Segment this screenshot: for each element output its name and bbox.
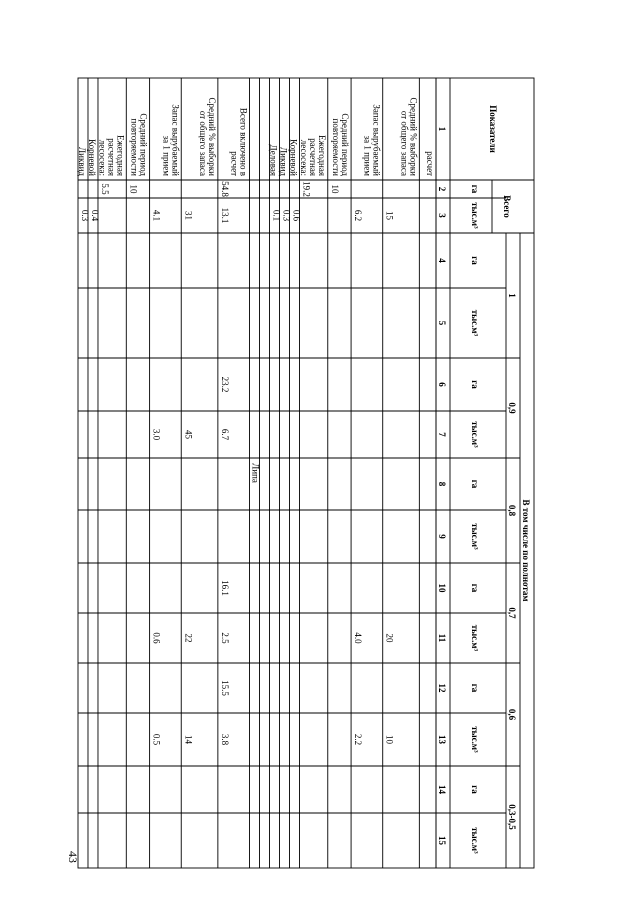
row-label: расчетная <box>307 138 318 176</box>
row-label: лесосека: <box>298 139 309 176</box>
row-label: Деловая <box>268 144 279 176</box>
header-indicators: Показатели <box>488 105 498 153</box>
row-label: от общего запаса <box>399 110 410 176</box>
header-unit: тыс.м³ <box>470 309 480 337</box>
section-title: Липа <box>250 463 261 483</box>
row-label: Запас вырубаемый <box>371 104 382 176</box>
row-label: за 1 прием <box>362 135 373 176</box>
cell-value: 2.2 <box>353 733 364 746</box>
header-density-5: 0,3-0,5 <box>507 804 517 830</box>
column-number: 6 <box>437 382 447 387</box>
cell-value: 0.3 <box>80 209 90 222</box>
header-unit: га <box>470 380 480 389</box>
cell-value: 5.5 <box>99 183 110 195</box>
row-label: повторяемости <box>331 118 342 176</box>
header-density-3: 0,7 <box>507 607 517 619</box>
header-unit: га <box>470 683 480 693</box>
cell-value: 3.0 <box>151 428 162 441</box>
row-label: лесосека: <box>97 139 108 176</box>
column-number: 11 <box>437 633 447 643</box>
column-number: 8 <box>437 481 447 487</box>
row-label: за 1 прием <box>161 135 172 176</box>
column-number: 2 <box>437 186 447 192</box>
row-label: Средний период <box>340 113 351 176</box>
header-unit: тыс.м³ <box>470 624 480 652</box>
cell-value: 16.1 <box>219 580 230 596</box>
header-unit: тыс.м³ <box>470 523 480 550</box>
cell-value: 10 <box>384 735 395 744</box>
header-unit: га <box>470 583 480 593</box>
cell-value: 20 <box>384 633 395 643</box>
row-label: Корневой <box>86 139 97 176</box>
row-label: Корневой <box>288 139 299 176</box>
header-unit: тыс.м³ <box>470 421 480 448</box>
cell-value: 2.5 <box>219 632 230 644</box>
row-label: расчетная <box>106 138 117 176</box>
row-label: Средний % выборки <box>206 97 217 176</box>
cell-value: 13.1 <box>219 207 230 224</box>
header-unit: тыс.м³ <box>470 202 480 229</box>
cell-value: 6.2 <box>353 209 364 222</box>
cell-value: 54.8 <box>219 181 230 197</box>
header-density-2: 0,8 <box>507 504 517 517</box>
header-unit: тыс.м³ <box>470 726 480 753</box>
column-number: 9 <box>437 534 447 539</box>
column-number: 4 <box>437 258 447 263</box>
header-unit: га <box>470 479 480 489</box>
page-number: 43 <box>66 851 80 863</box>
column-number: 13 <box>437 735 447 744</box>
cell-value: 19.2 <box>301 181 312 197</box>
cell-value: 23.2 <box>219 376 230 393</box>
row-label: Ежегодная <box>115 135 126 176</box>
row-label: от общего запаса <box>197 110 208 176</box>
cell-value: 14 <box>183 735 194 744</box>
cell-value: 6.7 <box>219 428 230 441</box>
row-label: Ежегодная <box>316 135 327 176</box>
row-label: Средний % выборки <box>408 97 419 176</box>
row-label: расчет <box>229 151 240 176</box>
column-number: 3 <box>437 213 447 218</box>
row-label: Средний период <box>138 113 149 176</box>
header-by-density: В том числе по полнотам <box>521 499 531 602</box>
cell-value: 4.0 <box>353 632 364 644</box>
cell-value: 10 <box>329 184 340 194</box>
row-label: Запас вырубаемый <box>170 104 181 176</box>
column-number: 7 <box>437 432 447 437</box>
header-density-0: 1 <box>507 293 517 298</box>
column-number: 10 <box>437 583 447 593</box>
cell-value: 0.6 <box>291 209 302 222</box>
cell-value: 10 <box>128 184 139 194</box>
column-number: 15 <box>437 836 447 845</box>
header-unit: тыс.м³ <box>470 827 480 854</box>
header-density-4: 0,6 <box>507 708 517 721</box>
header-density-1: 0,9 <box>507 402 517 414</box>
cell-value: 0.4 <box>89 209 100 222</box>
header-total: Всего <box>502 195 512 218</box>
header-unit: га <box>470 184 480 194</box>
column-number: 12 <box>437 683 447 693</box>
cell-value: 31 <box>183 211 194 220</box>
column-number: 14 <box>437 785 447 794</box>
cell-value: 0.3 <box>281 209 292 222</box>
column-number: 5 <box>437 320 447 326</box>
header-unit: га <box>470 256 480 265</box>
cell-value: 22 <box>183 633 194 643</box>
row-label: Ликвид <box>278 147 289 176</box>
row-label: повторяемости <box>129 118 140 176</box>
cell-value: 0.1 <box>271 209 282 222</box>
row-label: Всего включено в <box>238 107 249 176</box>
row-label: Ликвид <box>76 147 87 176</box>
cell-value: 4.1 <box>151 209 162 222</box>
cell-value: 15.5 <box>219 680 230 696</box>
cell-value: 15 <box>384 211 395 220</box>
cell-value: 0.5 <box>151 733 162 746</box>
header-unit: га <box>470 785 480 794</box>
cell-value: 3.8 <box>219 733 230 746</box>
cell-value: 0.6 <box>151 632 162 644</box>
row-label: расчет <box>425 151 435 176</box>
cell-value: 45 <box>183 430 194 439</box>
column-number: 1 <box>437 126 447 132</box>
